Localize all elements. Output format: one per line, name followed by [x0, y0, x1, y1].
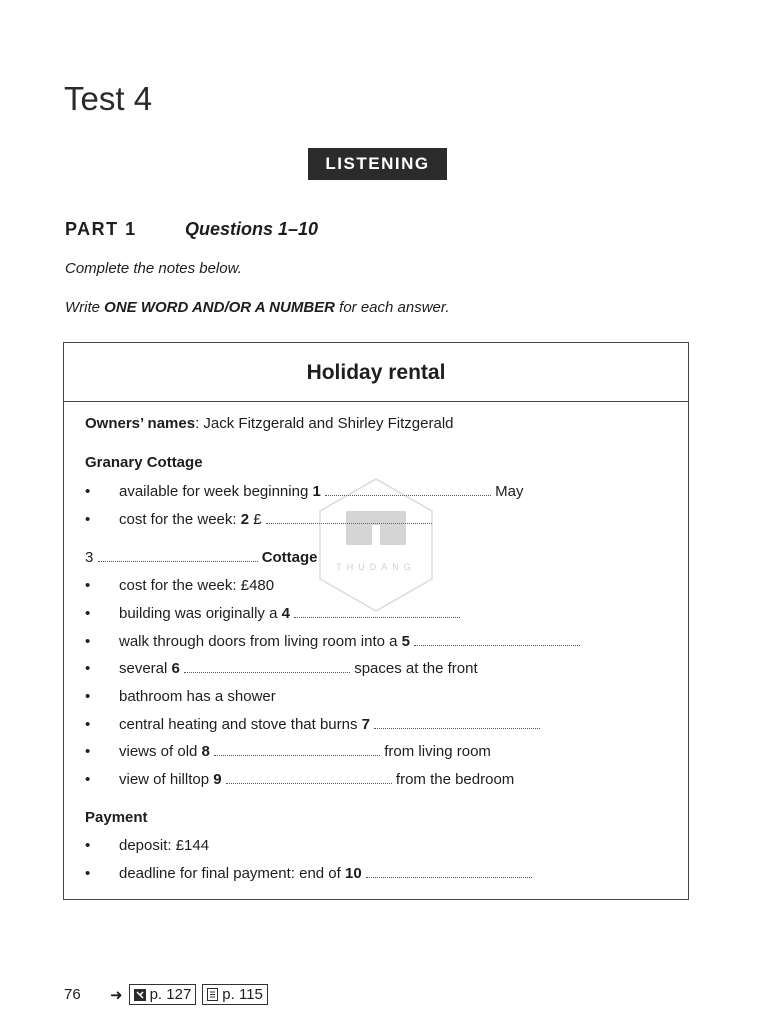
- bullet-icon: •: [85, 716, 91, 733]
- thudang-watermark-logo: [314, 475, 438, 615]
- question-number: 10: [344, 865, 362, 882]
- answer-blank-10[interactable]: [366, 865, 532, 878]
- notes-title: Holiday rental: [64, 343, 688, 402]
- owners-value: : Jack Fitzgerald and Shirley Fitzgerald: [195, 415, 454, 432]
- answer-blank-7[interactable]: [374, 716, 540, 729]
- bullet-icon: •: [85, 688, 91, 705]
- list-item: [85, 865, 532, 882]
- listening-banner: LISTENING: [308, 148, 447, 180]
- answer-blank-6[interactable]: [184, 660, 350, 673]
- item-text: several: [119, 660, 172, 677]
- bullet-icon: •: [85, 577, 91, 594]
- list-item: [85, 771, 514, 788]
- answer-blank-9[interactable]: [226, 771, 392, 784]
- instruction-bold: ONE WORD AND/OR A NUMBER: [104, 299, 335, 316]
- bullet-icon: •: [85, 743, 91, 760]
- question-number: 1: [312, 483, 321, 500]
- reference-link-p127[interactable]: [129, 984, 197, 1005]
- arrow-right-icon: ➜: [110, 986, 123, 1004]
- item-text: walk through doors from living room into a: [119, 633, 402, 650]
- instruction-complete: Complete the notes below.: [65, 260, 242, 277]
- question-number: 5: [401, 633, 410, 650]
- item-text: available for week beginning: [119, 483, 313, 500]
- owners-label: Owners’ names: [85, 415, 196, 432]
- answer-blank-5[interactable]: [414, 633, 580, 646]
- cross-references: [110, 984, 268, 1005]
- item-after: £: [249, 511, 262, 528]
- question-number: 6: [171, 660, 180, 677]
- item-text: cost for the week: £480: [119, 577, 275, 594]
- cottage3-heading: [85, 549, 318, 566]
- ref1-label: p. 127: [149, 986, 192, 1003]
- answer-blank-3[interactable]: [98, 549, 258, 562]
- item-text: bathroom has a shower: [119, 688, 276, 705]
- item-text: deadline for final payment: end of: [119, 865, 345, 882]
- payment-heading: Payment: [85, 809, 148, 826]
- list-item: [85, 716, 540, 733]
- bullet-icon: •: [85, 771, 91, 788]
- list-item: [85, 483, 524, 500]
- granary-heading: Granary Cottage: [85, 454, 203, 471]
- item-after: from living room: [384, 743, 491, 760]
- instruction-prefix: Write: [65, 299, 105, 316]
- list-item: [85, 688, 276, 705]
- list-item: [85, 743, 491, 760]
- part-questions: Questions 1–10: [185, 219, 319, 239]
- bullet-icon: •: [85, 511, 91, 528]
- item-text: central heating and stove that burns: [119, 716, 362, 733]
- item-text: deposit: £144: [119, 837, 210, 854]
- question-number: 8: [201, 743, 210, 760]
- question-number: 7: [361, 716, 371, 733]
- owners-line: [85, 415, 454, 432]
- bullet-icon: •: [85, 660, 91, 677]
- item-text: views of old: [119, 743, 202, 760]
- list-item: [85, 837, 209, 854]
- ref2-label: p. 115: [222, 986, 263, 1003]
- item-text: cost for the week:: [119, 511, 241, 528]
- list-item: [85, 633, 580, 650]
- reference-link-p115[interactable]: [202, 984, 268, 1005]
- instruction-suffix: for each answer.: [335, 299, 450, 316]
- bullet-icon: •: [85, 605, 91, 622]
- question-number: 9: [213, 771, 222, 788]
- test-title: Test 4: [64, 80, 153, 117]
- item-after: May: [495, 483, 524, 500]
- bullet-icon: •: [85, 865, 91, 882]
- bullet-icon: •: [85, 837, 91, 854]
- question-number: 4: [281, 605, 290, 622]
- notes-box: [63, 342, 689, 900]
- page-number: 76: [64, 986, 81, 1003]
- document-icon: [207, 988, 218, 1001]
- bullet-icon: •: [85, 633, 91, 650]
- item-text: building was originally a: [119, 605, 282, 622]
- bullet-icon: •: [85, 483, 91, 500]
- cottage-label: Cottage: [261, 549, 318, 566]
- item-after: spaces at the front: [354, 660, 478, 677]
- instruction-write: [65, 299, 450, 316]
- list-item: [85, 660, 478, 677]
- audio-script-icon: [134, 989, 146, 1001]
- list-item: [85, 577, 274, 594]
- item-text: view of hilltop: [119, 771, 214, 788]
- part-label: PART 1: [65, 219, 137, 239]
- question-number: 2: [240, 511, 250, 528]
- watermark-text: THUDANG: [336, 562, 416, 572]
- question-number: 3: [85, 549, 94, 566]
- item-after: from the bedroom: [395, 771, 515, 788]
- answer-blank-8[interactable]: [214, 743, 380, 756]
